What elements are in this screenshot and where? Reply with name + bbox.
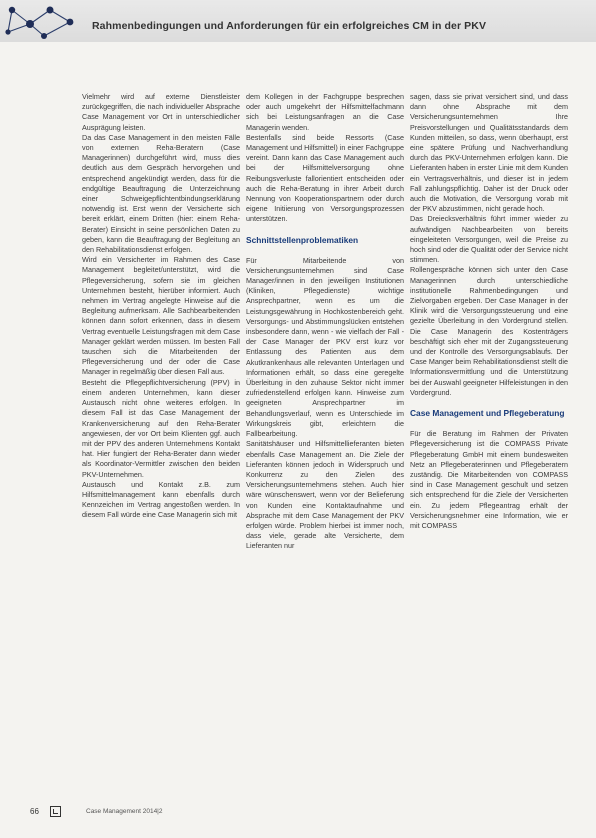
paragraph: Für Mitarbeitende von Versicherungsunternehmen sind Case Manager/innen in den jeweiligen Institutionen (Kliniken, Pflegedienste) wichtige Ansprechpartner, wenn es um die Leistungsgewährung in Hochkostenbereich geht. Versorgungs- und Abstimmungslücken entstehen insbesondere dann, wenn - wie vielfach der Fall - der Case Manager der PKV erst kurz vor Entlassung des Patienten aus dem Akutkrankenhaus alle relevanten Unterlagen und Informationen erhält, so dass eine geregelte Überleitung in den zuhause Sektor nicht immer zufriedenstellend erfolgen kann. Hinweise zum geeigneten Ansprechpartner im Behandlungsverlauf, wenn es Unterschiede im Wirkungskreis gibt, erleichtern die Fallbearbeitung.: [246, 255, 404, 439]
paragraph: Vielmehr wird auf externe Dienstleister zurückgegriffen, die nach individueller Absprache Case Management vor Ort in unterschiedlicher Ausprägung leisten.: [82, 92, 240, 132]
paragraph: Rollengespräche können sich unter den Case Managerinnen durch unterschiedliche institutionelle Rahmenbedingungen und Zielvorgaben ergeben. Der Case Manager in der Klinik wird die Versorgungssteuerung und eine gezielte Überleitung in den Vordergrund stellen. Die Case Managerin des Kostenträgers beschäftigt sich eher mit der Zugangssteuerung und der Kontrolle des Versorgungsablaufs. Der Case Manger beim Rehabilitationsdienst stellt die Informationsvermittlung und die Unterstützung bei der Auswahl geeigneter Hilfeleistungen in den Vordergrund.: [410, 265, 568, 397]
text-column-1: [82, 92, 240, 521]
paragraph: dem Kollegen in der Fachgruppe besprechen oder auch umgekehrt der Hilfsmittelfachmann sich bei Leistungsanfragen an die Case Managerin wenden.: [246, 92, 404, 132]
paragraph: Sanitätshäuser und Hilfsmittellieferanten bieten ebenfalls Case Management an. Die Ziele der Lieferanten können jedoch in Widerspruch und Konkurrenz zu den Zielen des Versicherungsunternehmens stehen. Auch hier wäre wünschenswert, wenn vor der Belieferung von Kunden eine Kontaktaufnahme und Absprache mit dem Case Management der PKV erfolgen würde. Problem hierbei ist immer noch, dass viele, gerade alte Versicherte, dem Lieferanten nur: [246, 439, 404, 551]
paragraph: Besteht die Pflegepflichtversicherung (PPV) in einem anderen Unternehmen, kann dieser Austausch nicht ohne weiteres erfolgen. In diesem Fall ist das Case Management der Krankenversicherung auf den Reha-Berater angewiesen, der vor Ort beim Klienten ggf. auch mit der PPV des anderen Unternehmens Kontakt hat. Hier fungiert der Reha-Berater dann wieder als Koordinator-Vermittler zwischen den beiden PKV-Unternehmen.: [82, 377, 240, 479]
header-band: [0, 0, 596, 42]
section-heading: Schnittstellenproblematiken: [246, 234, 359, 245]
running-title: Rahmenbedingungen und Anforderungen für ein erfolgreiches CM in der PKV: [92, 20, 487, 32]
paragraph: Austausch und Kontakt z.B. zum Hilfsmittelmanagement kann ebenfalls durch Kennzeichen im Vertrag angestoßen werden. In diesem Fall würde eine Case Managerin sich mit: [82, 479, 240, 520]
page-footer: [30, 806, 590, 820]
paragraph: Das Dreiecksverhältnis führt immer wieder zu aufwändigen Nachbearbeiten von bereits eingeleiteten Versorgungen, weil die Preise zu hoch sind oder die Qualität oder der Service nicht stimmen.: [410, 214, 568, 265]
paragraph: Für die Beratung im Rahmen der Privaten Pflegeversicherung ist die COMPASS Private Pflegeberatung GmbH mit einem bundesweiten Netz an Pflegeberaterinnen und Pflegeberatern zuständig. Die Mitarbeitenden von COMPASS sind in Case Management geschult und setzen sich entsprechend für die Ziele der Versicherten ein. Zu jedem Pflegeantrag erhält der Versicherungsnehmer eine Information, wie er mit COMPASS: [410, 429, 568, 530]
journal-issue: Case Management 2014|2: [86, 808, 163, 815]
text-column-3: [410, 92, 568, 531]
section-heading: Case Management und Pflegeberatung: [410, 408, 565, 419]
paragraph: Wird ein Versicherter im Rahmen des Case Management begleitet/unterstützt, wird die Pflegeversicherung, sofern sie im gleichen Unternehmen besteht, hierüber informiert. Auch nehmen im Vertrag angelegte Hinweise auf die Begleitung aufmerksam. Alle Sachbearbeitenden können dann sofort erkennen, dass in diesem Vertrag eventuelle Leistungsfragen mit dem Case Manager geklärt werden müssen. Im besten Fall tauschen sich die Mitarbeitenden der Pflegeversicherung und der oder die Case Manager in regelmäßig über diesen Fall aus.: [82, 255, 240, 377]
paragraph: sagen, dass sie privat versichert sind, und dass dann ohne Absprache mit dem Versicherungsunternehmen Ihre Preisvorstellungen und Qualitätsstandards dem Kunden mitteilen, so dass, wenn überhaupt, erst eine spätere Prüfung und Nachverhandlung durch das PKV-Unternehmen erfolgen kann. Die Lieferanten haben in erster Linie mit dem Kunden ein Vertragsverhältnis, und dieser ist in jedem Fall zahlungspflichtig. Daher ist der Druck oder auch die Motivation, die Versorgung vorab mit der PKV abzustimmen, nicht gerade hoch.: [410, 92, 568, 214]
journal-logo-icon: [50, 806, 61, 817]
page-number: 66: [30, 807, 39, 816]
paragraph: Da das Case Management in den meisten Fälle von externen Reha-Beratern (Case Managerinnen) durchgeführt wird, muss dies deutlich aus dem Gespräch hervorgehen und entsprechend angekündigt werden, dass für die endgültige Beauftragung die Unterzeichnung einer Schweigepflichtentbindungserklärung notwendig ist. Erst wenn der Versicherte sich bereit erklärt, einem Dritten (hier: einem Reha-Berater) Einsicht in seine persönlichen Daten zu geben, kann die Beauftragung der Begleitung an den Rehabilitationsdienst erfolgen.: [82, 132, 240, 255]
paragraph: Bestenfalls sind beide Ressorts (Case Management und Hilfsmittel) in einer Fachgruppe vereint. Dann kann das Case Management auch bei der Hilfsmittelversorgung ohne Reibungsverluste fallorientiert entscheiden oder auch die Reha-Beratung in ihrer Arbeit durch Nennung von Kooperationspartnern oder durch eigene Initiierung von Versorgungsprozessen unterstützen.: [246, 132, 404, 224]
molecule-logo-icon: [4, 2, 84, 40]
text-column-2: [246, 92, 404, 552]
